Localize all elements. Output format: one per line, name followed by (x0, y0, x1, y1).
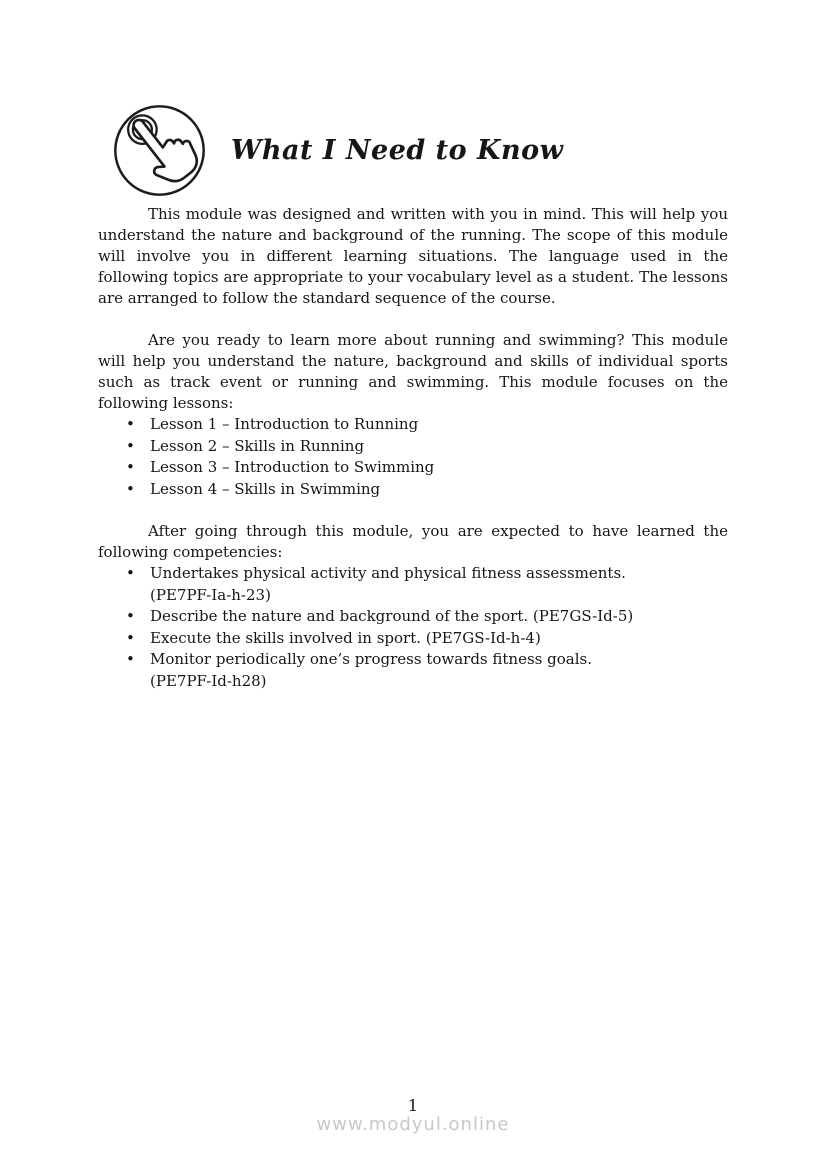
competency-text: • Execute the skills involved in sport. (PE7GS-Id-h-4) (150, 628, 541, 647)
lesson-item: • Lesson 4 – Skills in Swimming (98, 479, 728, 501)
competency-item (98, 628, 728, 650)
intro-paragraph-1: This module was designed and written with you in mind. This will help you understand the nature and background of the running. The scope of this module will involve you in different learning situations. The language used in the following topics are appropriate to your vocabulary level as a student. The lessons are arranged to follow the standard sequence of the course. (98, 205, 728, 307)
hand-tap-icon (112, 103, 207, 198)
competency-code: (PE7PF-Id-h28) (150, 671, 267, 690)
competency-text: • Monitor periodically one’s progress towards fitness goals. (150, 650, 592, 668)
lesson-item: • Lesson 2 – Skills in Running (98, 436, 728, 458)
competencies-list (98, 563, 728, 692)
competency-text: • Undertakes physical activity and physical fitness assessments. (150, 564, 626, 582)
competency-item (98, 649, 728, 692)
competency-code: (PE7PF-Ia-h-23) (150, 585, 271, 604)
watermark: www.modyul.online (316, 1114, 510, 1135)
lesson-item: • Lesson 1 – Introduction to Running (98, 414, 728, 436)
intro-paragraph-3: After going through this module, you are expected to have learned the following competencies: (98, 522, 728, 561)
document-body (98, 204, 728, 692)
lessons-list (98, 414, 728, 500)
competency-item (98, 606, 728, 628)
competency-text: • Describe the nature and background of the sport. (PE7GS-Id-5) (150, 607, 634, 625)
competency-item (98, 563, 728, 606)
page-number: 1 (407, 1096, 419, 1115)
page-title: What I Need to Know (231, 135, 564, 166)
intro-paragraph-2: Are you ready to learn more about running and swimming? This module will help you understand the nature, background and skills of individual sports such as track event or running and swimming. This module focuses on the following lessons: (98, 331, 728, 412)
section-header (112, 103, 563, 198)
lesson-item: • Lesson 3 – Introduction to Swimming (98, 457, 728, 479)
